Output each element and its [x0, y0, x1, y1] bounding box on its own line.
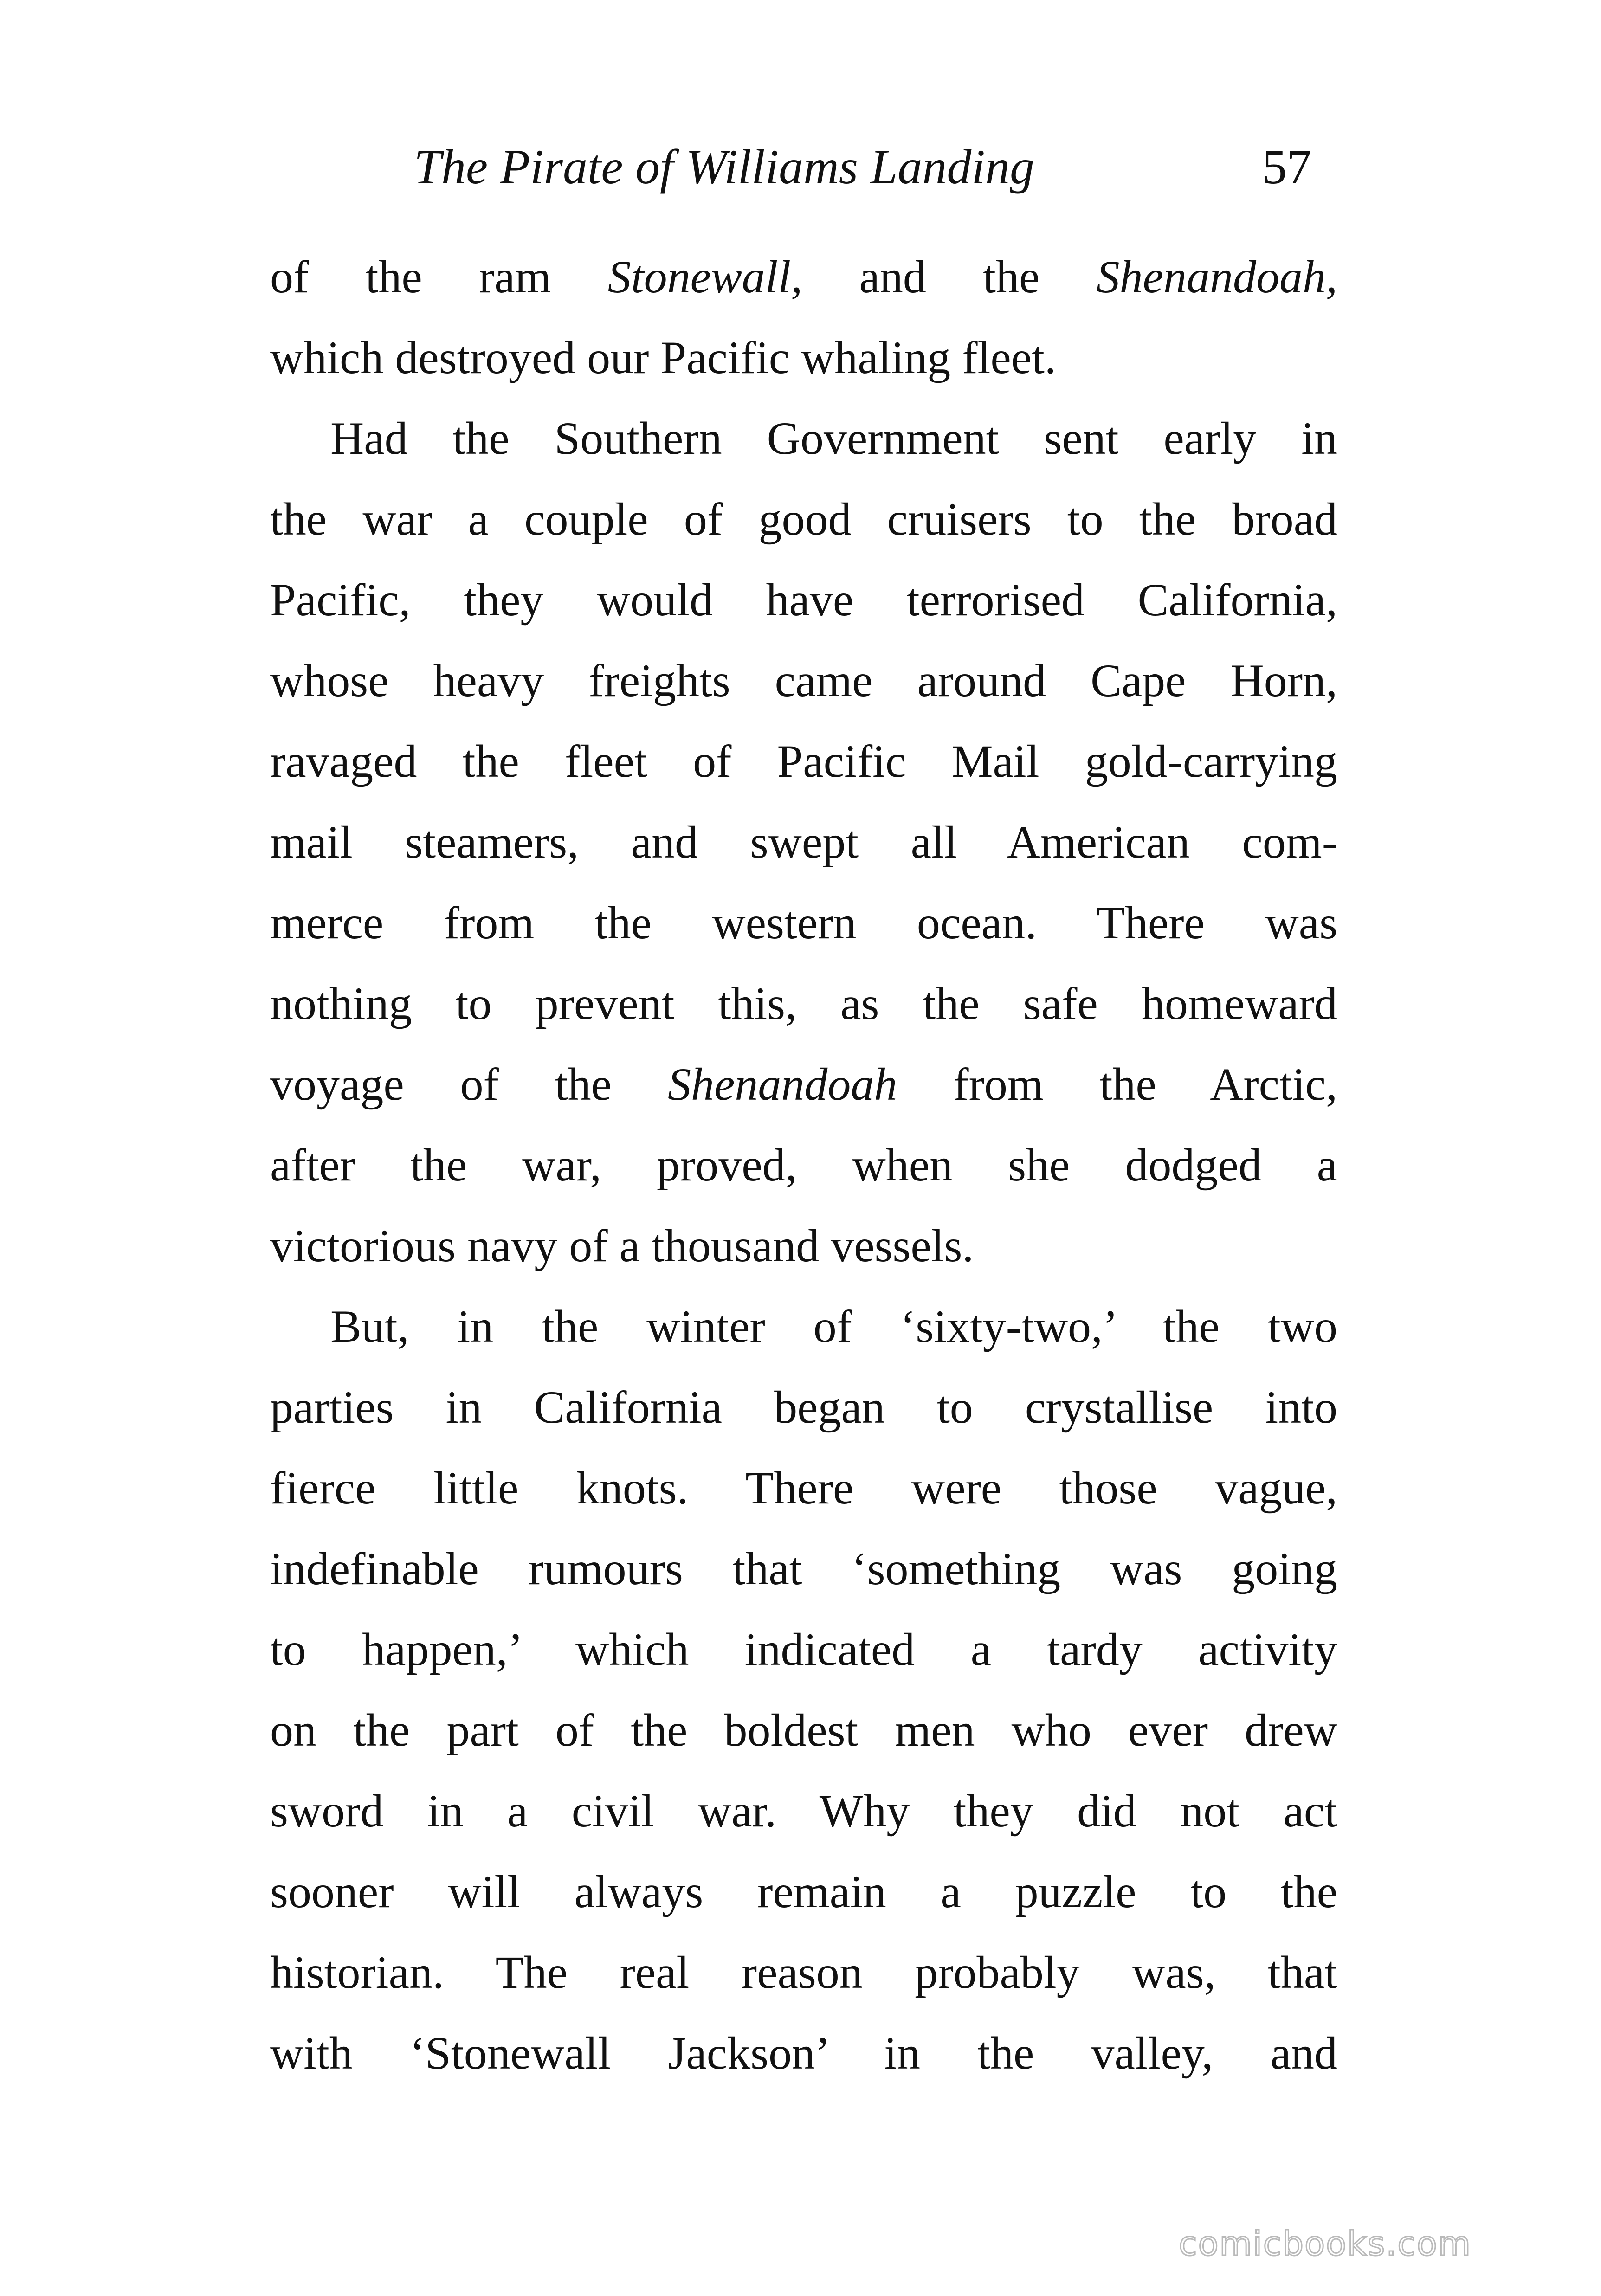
text-line: Pacific, they would have terrorised California, — [270, 574, 1337, 626]
page-header — [0, 135, 1601, 200]
text-line: sooner will always remain a puzzle to the — [270, 1866, 1337, 1917]
body-text — [270, 237, 1337, 2094]
text-line: historian. The real reason probably was, that — [270, 1947, 1337, 1998]
page-number: 57 — [1262, 140, 1311, 194]
text-line: after the war, proved, when she dodged a — [270, 1139, 1337, 1191]
paragraph-start-line: But, in the winter of ‘sixty-two,’ the two — [330, 1301, 1337, 1352]
text-line: victorious navy of a thousand vessels. — [270, 1220, 974, 1271]
text-line: voyage of the Shenandoah from the Arctic, — [270, 1058, 1337, 1110]
running-title: The Pirate of Williams Landing — [414, 140, 1034, 194]
text-line: ravaged the fleet of Pacific Mail gold-carrying — [270, 735, 1337, 787]
text-line: fierce little knots. There were those vague, — [270, 1462, 1337, 1514]
text-line: whose heavy freights came around Cape Horn, — [270, 655, 1337, 706]
text-line: merce from the western ocean. There was — [270, 897, 1337, 948]
text-line: sword in a civil war. Why they did not act — [270, 1785, 1337, 1837]
text-line: of the ram Stonewall, and the Shenandoah, — [270, 251, 1337, 303]
paragraph-start-line: Had the Southern Government sent early in — [330, 413, 1337, 464]
text-line: to happen,’ which indicated a tardy activity — [270, 1624, 1337, 1675]
text-line: with ‘Stonewall Jackson’ in the valley, and — [270, 2027, 1337, 2079]
text-line: which destroyed our Pacific whaling fleet. — [270, 332, 1056, 383]
text-line: mail steamers, and swept all American com- — [270, 816, 1337, 868]
text-line: on the part of the boldest men who ever drew — [270, 1704, 1337, 1756]
site-watermark: comicbooks.com — [1179, 2224, 1472, 2263]
text-line: nothing to prevent this, as the safe homeward — [270, 978, 1337, 1029]
text-line: the war a couple of good cruisers to the broad — [270, 493, 1337, 545]
text-line: parties in California began to crystallise into — [270, 1381, 1337, 1433]
text-line: indefinable rumours that ‘something was going — [270, 1543, 1337, 1594]
